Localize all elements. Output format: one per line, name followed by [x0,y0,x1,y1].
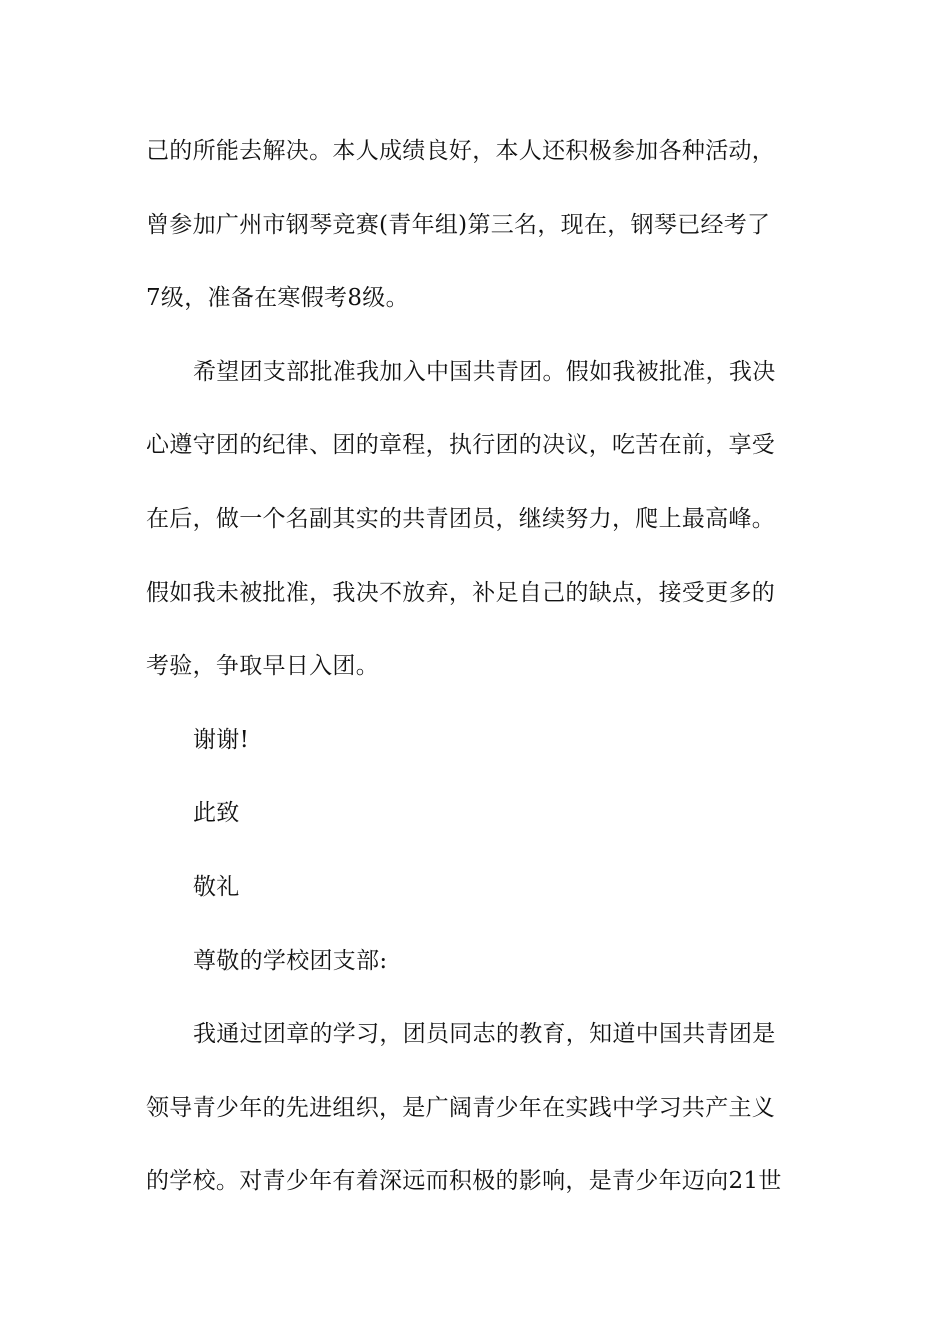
text-line: 希望团支部批准我加入中国共青团。假如我被批准，我决 [193,358,776,385]
letter-greeting: 尊敬的学校团支部: [193,947,388,974]
text-line: 我通过团章的学习，团员同志的教育，知道中国共青团是 [193,1021,776,1048]
closing-salutation: 此致 [193,800,240,827]
text-line: 曾参加广州市钢琴竞赛(青年组)第三名，现在，钢琴已经考了 [146,211,771,238]
closing-salutation: 敬礼 [193,873,240,900]
text-line: 领导青少年的先进组织，是广阔青少年在实践中学习共产主义 [146,1094,776,1121]
text-line: 己的所能去解决。本人成绩良好，本人还积极参加各种活动， [146,138,776,164]
text-line: 7级，准备在寒假考8级。 [146,285,409,312]
document-body [146,128,810,1232]
text-line: 的学校。对青少年有着深远而积极的影响，是青少年迈向21世 [146,1168,782,1195]
text-line: 心遵守团的纪律、团的章程，执行团的决议，吃苦在前，享受 [146,432,776,459]
text-line: 考验，争取早日入团。 [146,653,379,680]
closing-thanks: 谢谢! [193,726,250,753]
text-line: 在后，做一个名副其实的共青团员，继续努力，爬上最高峰。 [146,505,776,532]
text-line: 假如我未被批准，我决不放弃，补足自己的缺点，接受更多的 [146,579,776,606]
